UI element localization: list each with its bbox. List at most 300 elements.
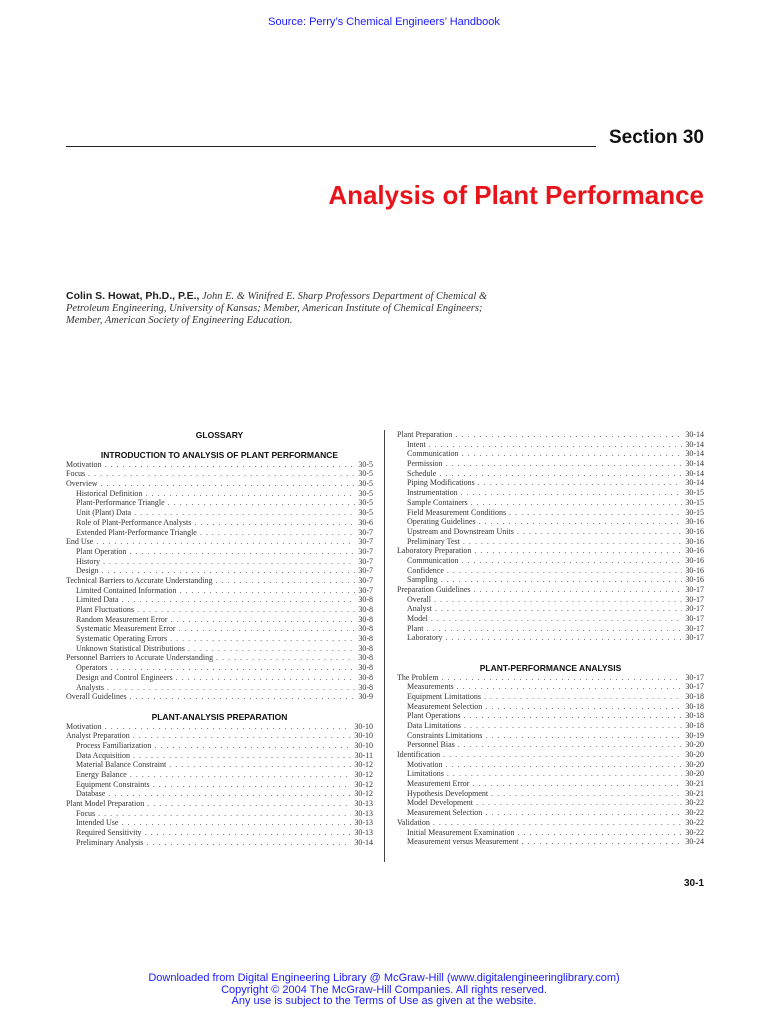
toc-entry-page: 30-17 bbox=[685, 682, 704, 692]
toc-entry[interactable] bbox=[66, 838, 373, 848]
toc-entry[interactable] bbox=[66, 537, 373, 547]
chapter-title: Analysis of Plant Performance bbox=[328, 180, 704, 210]
toc-entry[interactable] bbox=[66, 789, 373, 799]
toc-entry-label: Analysts bbox=[76, 682, 104, 692]
toc-entry-page: 30-8 bbox=[358, 682, 373, 692]
leader-dots bbox=[484, 692, 682, 702]
toc-entry-label: History bbox=[76, 556, 100, 566]
leader-dots bbox=[179, 624, 356, 634]
toc-entry-page: 30-7 bbox=[358, 527, 373, 537]
author-affiliation: John E. & Winifred E. Sharp Professors Department of Chemical & Petroleum Engineering, University of Kansas; Member, American Institute of Chemical Engineers; Member, American Society of Engineering Education. bbox=[66, 291, 488, 326]
toc-entry[interactable] bbox=[397, 624, 704, 634]
leader-dots bbox=[464, 721, 682, 731]
toc-entry-label: Systematic Operating Errors bbox=[76, 634, 168, 644]
toc-entry-page: 30-5 bbox=[358, 469, 373, 479]
toc-entry-page: 30-16 bbox=[685, 555, 704, 565]
toc-entry-label: Systematic Measurement Error bbox=[76, 624, 176, 634]
toc-entry-label: Personnel Bias bbox=[407, 740, 455, 750]
leader-dots bbox=[170, 634, 355, 644]
toc-entry-label: Model bbox=[407, 614, 428, 624]
toc-entry-label: Limited Contained Information bbox=[76, 585, 177, 595]
toc-entry-page: 30-16 bbox=[685, 517, 704, 527]
toc-entry-page: 30-22 bbox=[685, 817, 704, 827]
toc-entry-label: The Problem bbox=[397, 672, 439, 682]
column-divider bbox=[384, 430, 385, 862]
toc-entry[interactable] bbox=[397, 595, 704, 605]
leader-dots bbox=[200, 528, 355, 538]
leader-dots bbox=[447, 769, 682, 779]
toc-entry-page: 30-24 bbox=[685, 837, 704, 847]
leader-dots bbox=[133, 731, 352, 741]
leader-dots bbox=[176, 673, 356, 683]
toc-entry-label: Motivation bbox=[66, 721, 102, 731]
leader-dots bbox=[129, 547, 355, 557]
toc-entry-label: Operators bbox=[76, 663, 108, 673]
toc-entry-label: Operating Guidelines bbox=[407, 517, 476, 527]
toc-entry[interactable] bbox=[66, 799, 373, 809]
toc-entry-label: Analyst bbox=[407, 604, 432, 614]
toc-entry-label: End Use bbox=[66, 537, 94, 547]
toc-entry-page: 30-8 bbox=[358, 672, 373, 682]
toc-entry[interactable] bbox=[397, 828, 704, 838]
toc-entry-label: Equipment Constraints bbox=[76, 779, 150, 789]
footer-line-terms[interactable]: Any use is subject to the Terms of Use as given at the website. bbox=[231, 995, 537, 1007]
toc-entry-page: 30-18 bbox=[685, 720, 704, 730]
toc-entry-label: Extended Plant-Performance Triangle bbox=[76, 527, 197, 537]
toc-entry-page: 30-8 bbox=[358, 624, 373, 634]
toc-entry-label: Schedule bbox=[407, 468, 437, 478]
toc-entry-label: Preparation Guidelines bbox=[397, 585, 471, 594]
toc-entry-page: 30-17 bbox=[685, 614, 704, 624]
leader-dots bbox=[133, 751, 352, 761]
leader-dots bbox=[146, 838, 351, 848]
toc-entry-page: 30-16 bbox=[685, 565, 704, 575]
toc-entry-label: Measurement Selection bbox=[407, 808, 483, 818]
toc-entry[interactable] bbox=[397, 488, 704, 498]
toc-entry-page: 30-12 bbox=[354, 789, 373, 799]
toc-entry-page: 30-20 bbox=[685, 740, 704, 750]
toc-entry-label: Measurement Error bbox=[407, 779, 470, 789]
leader-dots bbox=[471, 498, 683, 508]
toc-entry[interactable] bbox=[66, 615, 373, 625]
leader-dots bbox=[105, 722, 352, 732]
toc-entry-page: 30-17 bbox=[685, 633, 704, 643]
toc-entry-page: 30-18 bbox=[685, 701, 704, 711]
leader-dots bbox=[431, 614, 682, 624]
toc-entry[interactable] bbox=[397, 449, 704, 459]
toc-entry-page: 30-12 bbox=[354, 779, 373, 789]
toc-entry-label: Historical Definition bbox=[76, 488, 143, 498]
toc-entry[interactable] bbox=[66, 653, 373, 663]
footer-line-copyright: Copyright © 2004 The McGraw-Hill Companies. All rights reserved. bbox=[221, 983, 547, 996]
toc-entry-label: Material Balance Constraint bbox=[76, 760, 167, 770]
leader-dots bbox=[476, 798, 682, 808]
leader-dots bbox=[154, 741, 351, 751]
toc-entry-page: 30-7 bbox=[358, 546, 373, 556]
toc-entry-label: Analyst Preparation bbox=[66, 731, 130, 741]
toc-entry[interactable] bbox=[397, 546, 704, 556]
toc-entry-label: Personnel Barriers to Accurate Understanding bbox=[66, 653, 214, 663]
leader-dots bbox=[509, 508, 682, 518]
leader-dots bbox=[98, 809, 351, 819]
toc-entry-page: 30-21 bbox=[685, 788, 704, 798]
leader-dots bbox=[433, 818, 682, 828]
toc-entry-page: 30-7 bbox=[358, 566, 373, 576]
toc-entry-label: Overview bbox=[66, 479, 98, 489]
leader-dots bbox=[107, 683, 355, 693]
toc-entry-page: 30-14 bbox=[685, 478, 704, 488]
toc-entry-label: Data Limitations bbox=[407, 720, 461, 730]
leader-dots bbox=[461, 488, 683, 498]
toc-entry-page: 30-14 bbox=[685, 468, 704, 478]
toc-entry-label: Sampling bbox=[407, 575, 438, 585]
toc-entry[interactable] bbox=[66, 809, 373, 819]
toc-entry-page: 30-14 bbox=[685, 439, 704, 449]
leader-dots bbox=[517, 527, 682, 537]
toc-entry-label: Overall bbox=[407, 594, 431, 604]
toc-entry-label: Measurement versus Measurement bbox=[407, 837, 519, 847]
toc-entry[interactable] bbox=[66, 818, 373, 828]
toc-entry[interactable] bbox=[66, 741, 373, 751]
toc-entry-page: 30-8 bbox=[358, 595, 373, 605]
leader-dots bbox=[88, 469, 355, 479]
leader-dots bbox=[474, 546, 682, 556]
leader-dots bbox=[441, 575, 683, 585]
toc-entry-label: Plant bbox=[407, 623, 424, 633]
toc-entry-page: 30-18 bbox=[685, 691, 704, 701]
toc-entry-page: 30-14 bbox=[685, 449, 704, 459]
toc-entry-page: 30-5 bbox=[358, 488, 373, 498]
section-label: Section 30 bbox=[608, 127, 704, 148]
toc-entry-page: 30-12 bbox=[354, 760, 373, 770]
toc-entry-page: 30-12 bbox=[354, 770, 373, 779]
leader-dots bbox=[446, 760, 683, 770]
leader-dots bbox=[446, 459, 683, 469]
toc-entry[interactable] bbox=[66, 760, 373, 770]
toc-entry-page: 30-14 bbox=[685, 430, 704, 439]
toc-entry-page: 30-11 bbox=[354, 750, 373, 760]
toc-entry-label: Upstream and Downstream Units bbox=[407, 526, 514, 536]
toc-entry-label: Motivation bbox=[407, 759, 443, 769]
toc-entry[interactable] bbox=[397, 508, 704, 518]
toc-entry[interactable] bbox=[397, 798, 704, 808]
toc-entry[interactable] bbox=[397, 711, 704, 721]
toc-entry-page: 30-20 bbox=[685, 769, 704, 779]
leader-dots bbox=[518, 828, 683, 838]
toc-entry[interactable] bbox=[66, 479, 373, 489]
leader-dots bbox=[121, 818, 351, 828]
toc-entry[interactable] bbox=[66, 498, 373, 508]
toc-entry[interactable] bbox=[66, 692, 373, 702]
toc-entry-page: 30-16 bbox=[685, 526, 704, 536]
toc-entry-label: Design bbox=[76, 566, 99, 576]
toc-entry[interactable] bbox=[397, 837, 704, 847]
leader-dots bbox=[463, 537, 682, 547]
leader-dots bbox=[434, 595, 682, 605]
toc-entry-label: Intent bbox=[407, 439, 426, 449]
toc-entry-page: 30-14 bbox=[354, 837, 373, 847]
toc-entry[interactable] bbox=[66, 828, 373, 838]
toc-entry[interactable] bbox=[66, 557, 373, 567]
toc-entry[interactable] bbox=[397, 789, 704, 799]
toc-entry-label: Motivation bbox=[66, 459, 102, 469]
leader-dots bbox=[216, 653, 355, 663]
leader-dots bbox=[134, 508, 355, 518]
leader-dots bbox=[472, 779, 682, 789]
toc-entry[interactable] bbox=[397, 430, 704, 440]
toc-entry[interactable] bbox=[397, 469, 704, 479]
toc-entry-label: Energy Balance bbox=[76, 770, 127, 779]
toc-entry-page: 30-22 bbox=[685, 808, 704, 818]
toc-entry-label: Hypothesis Development bbox=[407, 788, 489, 798]
toc-entry[interactable] bbox=[66, 469, 373, 479]
leader-dots bbox=[462, 556, 683, 566]
toc-entry[interactable] bbox=[66, 624, 373, 634]
toc-entry-page: 30-15 bbox=[685, 488, 704, 498]
toc-entry-label: Model Development bbox=[407, 798, 473, 808]
leader-dots bbox=[188, 644, 355, 654]
toc-entry-label: Piping Modifications bbox=[407, 478, 475, 488]
toc-entry-label: Field Measurement Conditions bbox=[407, 507, 507, 517]
toc-entry[interactable] bbox=[397, 614, 704, 624]
toc-entry-page: 30-13 bbox=[354, 799, 373, 809]
toc-entry[interactable] bbox=[66, 508, 373, 518]
toc-entry[interactable] bbox=[66, 634, 373, 644]
toc-entry-label: Limited Data bbox=[76, 595, 119, 605]
toc-entry-page: 30-9 bbox=[358, 692, 373, 702]
leader-dots bbox=[108, 789, 351, 799]
leader-dots bbox=[462, 449, 683, 459]
toc-entry[interactable] bbox=[397, 702, 704, 712]
toc-entry[interactable] bbox=[397, 818, 704, 828]
toc-entry-page: 30-16 bbox=[685, 536, 704, 546]
toc-entry[interactable] bbox=[397, 575, 704, 585]
leader-dots bbox=[171, 615, 356, 625]
toc-entry-label: Unit (Plant) Data bbox=[76, 508, 132, 518]
toc-entry[interactable] bbox=[66, 528, 373, 538]
toc-entry-page: 30-8 bbox=[358, 653, 373, 663]
toc-entry-label: Required Sensitivity bbox=[76, 828, 142, 838]
toc-entry[interactable] bbox=[397, 556, 704, 566]
leader-dots bbox=[153, 780, 352, 790]
leader-dots bbox=[447, 566, 682, 576]
leader-dots bbox=[439, 469, 682, 479]
toc-entry[interactable] bbox=[397, 808, 704, 818]
leader-dots bbox=[522, 837, 683, 847]
toc-entry-page: 30-10 bbox=[354, 721, 373, 731]
toc-entry-page: 30-8 bbox=[358, 605, 373, 614]
toc-entry[interactable] bbox=[66, 576, 373, 586]
toc-entry-page: 30-20 bbox=[685, 750, 704, 760]
toc-entry[interactable] bbox=[397, 440, 704, 450]
toc-entry[interactable] bbox=[397, 740, 704, 750]
toc-entry[interactable] bbox=[397, 779, 704, 789]
toc-entry-label: Identification bbox=[397, 750, 441, 760]
toc-entry-page: 30-8 bbox=[358, 634, 373, 644]
toc-entry-label: Validation bbox=[397, 817, 430, 827]
toc-entry[interactable] bbox=[66, 673, 373, 683]
leader-dots bbox=[103, 557, 355, 567]
toc-entry[interactable] bbox=[397, 673, 704, 683]
leader-dots bbox=[442, 673, 683, 683]
toc-entry-label: Preliminary Test bbox=[407, 536, 460, 546]
toc-entry-label: Laboratory Preparation bbox=[397, 546, 472, 556]
toc-entry-label: Plant-Performance Triangle bbox=[76, 498, 165, 508]
toc-entry-page: 30-15 bbox=[685, 507, 704, 517]
toc-entry[interactable] bbox=[66, 460, 373, 470]
toc-entry[interactable] bbox=[397, 537, 704, 547]
toc-entry-page: 30-13 bbox=[354, 828, 373, 838]
toc-entry-page: 30-10 bbox=[354, 740, 373, 750]
toc-entry-page: 30-17 bbox=[685, 585, 704, 594]
toc-section-heading: PLANT-ANALYSIS PREPARATION bbox=[151, 711, 288, 722]
toc-right-column bbox=[397, 430, 704, 847]
toc-entry-label: Data Acquisition bbox=[76, 750, 130, 760]
toc-entry[interactable] bbox=[66, 595, 373, 605]
toc-entry[interactable] bbox=[66, 751, 373, 761]
toc-entry[interactable] bbox=[66, 770, 373, 780]
toc-entry-page: 30-15 bbox=[685, 497, 704, 507]
leader-dots bbox=[102, 566, 356, 576]
toc-entry[interactable] bbox=[66, 605, 373, 615]
toc-entry[interactable] bbox=[66, 586, 373, 596]
leader-dots bbox=[464, 711, 683, 721]
toc-entry[interactable] bbox=[66, 644, 373, 654]
toc-entry-page: 30-18 bbox=[685, 711, 704, 721]
toc-entry-page: 30-10 bbox=[354, 731, 373, 741]
toc-entry-page: 30-7 bbox=[358, 585, 373, 595]
toc-section-heading: PLANT-PERFORMANCE ANALYSIS bbox=[479, 662, 622, 673]
toc-entry[interactable] bbox=[66, 547, 373, 557]
toc-entry[interactable] bbox=[397, 760, 704, 770]
toc-entry-label: Communication bbox=[407, 555, 459, 565]
leader-dots bbox=[455, 430, 682, 440]
toc-entry[interactable] bbox=[66, 663, 373, 673]
toc-entry-page: 30-5 bbox=[358, 459, 373, 469]
toc-entry[interactable] bbox=[397, 459, 704, 469]
toc-entry[interactable] bbox=[66, 780, 373, 790]
leader-dots bbox=[429, 440, 683, 450]
toc-entry-page: 30-8 bbox=[358, 643, 373, 653]
footer-notice bbox=[0, 973, 768, 1008]
toc-entry-page: 30-17 bbox=[685, 623, 704, 633]
toc-entry[interactable] bbox=[66, 566, 373, 576]
toc-entry-label: Limitations bbox=[407, 769, 444, 779]
toc-entry-page: 30-7 bbox=[358, 537, 373, 547]
toc-entry-label: Role of Plant-Performance Analysts bbox=[76, 517, 192, 527]
toc-entry[interactable] bbox=[66, 722, 373, 732]
toc-entry-label: Unknown Statistical Distributions bbox=[76, 643, 185, 653]
toc-entry[interactable] bbox=[397, 527, 704, 537]
leader-dots bbox=[457, 682, 683, 692]
toc-entry-page: 30-5 bbox=[358, 508, 373, 518]
toc-entry-page: 30-20 bbox=[685, 759, 704, 769]
toc-entry[interactable] bbox=[397, 604, 704, 614]
toc-entry-page: 30-6 bbox=[358, 517, 373, 527]
toc-entry-label: Equipment Limitations bbox=[407, 691, 481, 701]
toc-entry[interactable] bbox=[397, 498, 704, 508]
toc-entry-label: Measurement Selection bbox=[407, 701, 483, 711]
toc-entry-label: Plant Preparation bbox=[397, 430, 453, 439]
leader-dots bbox=[446, 633, 683, 643]
toc-entry[interactable] bbox=[66, 518, 373, 528]
toc-entry[interactable] bbox=[66, 489, 373, 499]
toc-entry-page: 30-5 bbox=[358, 479, 373, 489]
toc-entry-page: 30-22 bbox=[685, 827, 704, 837]
toc-entry-label: Sample Containers bbox=[407, 497, 468, 507]
footer-line-download[interactable]: Downloaded from Digital Engineering Library @ McGraw-Hill (www.digitalengineeringlibrary.com) bbox=[148, 972, 620, 984]
toc-entry-label: Plant Operations bbox=[407, 711, 461, 721]
leader-dots bbox=[435, 604, 682, 614]
toc-entry-page: 30-16 bbox=[685, 575, 704, 585]
toc-entry[interactable] bbox=[397, 682, 704, 692]
toc-entry[interactable] bbox=[66, 731, 373, 741]
toc-entry-label: Database bbox=[76, 789, 106, 799]
toc-entry-label: Overall Guidelines bbox=[66, 692, 127, 702]
leader-dots bbox=[168, 498, 356, 508]
page-number: 30-1 bbox=[683, 878, 704, 889]
toc-entry-page: 30-8 bbox=[358, 614, 373, 624]
toc-entry-page: 30-17 bbox=[685, 594, 704, 604]
leader-dots bbox=[169, 760, 351, 770]
toc-entry[interactable] bbox=[66, 683, 373, 693]
author-block bbox=[66, 290, 491, 327]
leader-dots bbox=[130, 770, 352, 780]
toc-entry-page: 30-13 bbox=[354, 818, 373, 828]
leader-dots bbox=[216, 576, 356, 586]
leader-dots bbox=[458, 740, 683, 750]
toc-entry[interactable] bbox=[397, 692, 704, 702]
toc-entry-label: Permission bbox=[407, 459, 443, 469]
toc-entry[interactable] bbox=[397, 750, 704, 760]
toc-entry[interactable] bbox=[397, 478, 704, 488]
leader-dots bbox=[121, 595, 355, 605]
leader-dots bbox=[443, 750, 682, 760]
leader-dots bbox=[105, 460, 356, 470]
leader-dots bbox=[426, 624, 682, 634]
toc-entry[interactable] bbox=[397, 769, 704, 779]
toc-entry-page: 30-22 bbox=[685, 798, 704, 808]
toc-entry-page: 30-14 bbox=[685, 459, 704, 469]
toc-entry[interactable] bbox=[397, 721, 704, 731]
toc-entry-label: Confidence bbox=[407, 565, 444, 575]
leader-dots bbox=[130, 692, 356, 702]
toc-entry[interactable] bbox=[397, 566, 704, 576]
toc-entry[interactable] bbox=[397, 633, 704, 643]
leader-dots bbox=[179, 586, 355, 596]
toc-section-heading: GLOSSARY bbox=[195, 430, 244, 440]
toc-entry-label: Focus bbox=[76, 808, 96, 818]
section-rule bbox=[66, 146, 596, 147]
toc-entry-label: Laboratory bbox=[407, 633, 443, 643]
toc-entry[interactable] bbox=[397, 731, 704, 741]
leader-dots bbox=[485, 808, 682, 818]
toc-entry-label: Plant Model Preparation bbox=[66, 799, 145, 809]
leader-dots bbox=[137, 605, 355, 615]
toc-entry-label: Intended Use bbox=[76, 818, 119, 828]
toc-entry-page: 30-17 bbox=[685, 604, 704, 614]
toc-entry-label: Constraints Limitations bbox=[407, 730, 483, 740]
toc-entry[interactable] bbox=[397, 585, 704, 595]
toc-entry-label: Random Measurement Error bbox=[76, 614, 168, 624]
source-header[interactable]: Source: Perry’s Chemical Engineers’ Handbook bbox=[268, 16, 500, 28]
leader-dots bbox=[145, 828, 352, 838]
toc-entry-page: 30-7 bbox=[358, 575, 373, 585]
toc-entry-page: 30-17 bbox=[685, 672, 704, 682]
leader-dots bbox=[485, 731, 682, 741]
toc-entry[interactable] bbox=[397, 517, 704, 527]
toc-entry-page: 30-16 bbox=[685, 546, 704, 556]
